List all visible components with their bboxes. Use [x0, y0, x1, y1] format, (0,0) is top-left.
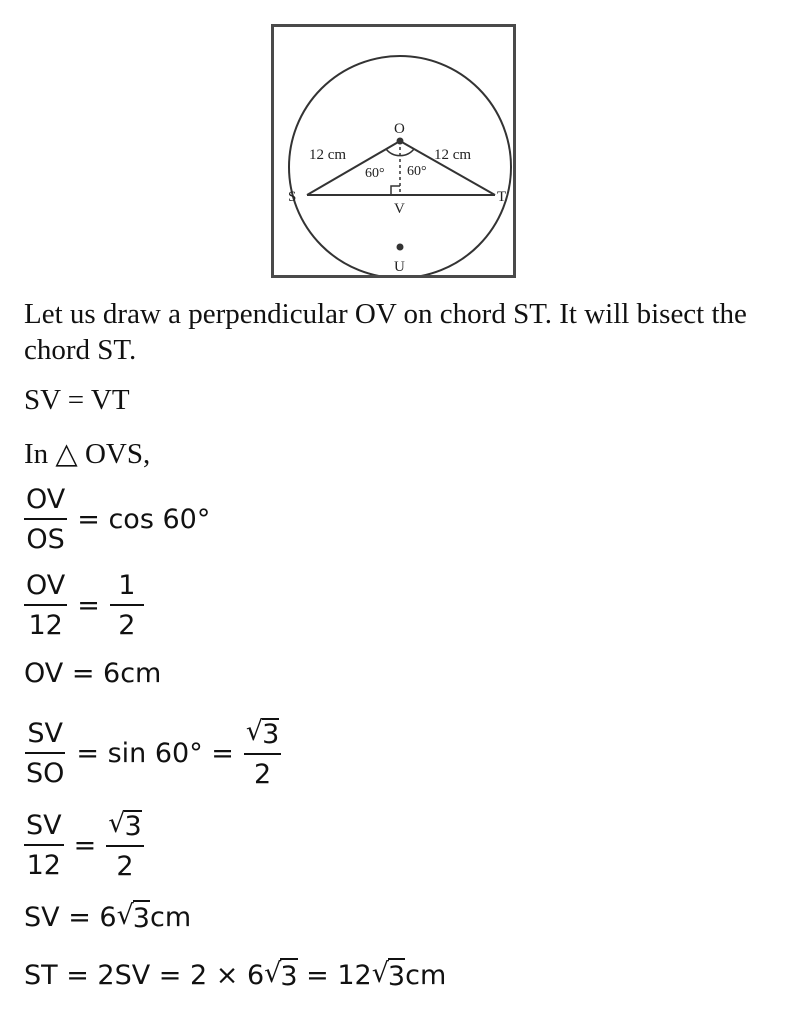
equation-sin: [24, 718, 281, 788]
equation-sv-12: [24, 810, 144, 880]
label-o: O: [394, 121, 405, 137]
sv-result: [24, 900, 191, 934]
denominator: OS: [26, 524, 65, 555]
fraction-sv-12: [24, 809, 64, 881]
fraction-sv-so: [24, 717, 66, 789]
numerator: SV: [24, 812, 64, 846]
radicand: 3: [133, 900, 150, 934]
rhs: = cos 60°: [77, 504, 211, 535]
st-middle: = 12: [297, 959, 372, 991]
label-ot-length: 12 cm: [434, 147, 472, 163]
radicand: 3: [280, 958, 297, 992]
numerator: SV: [25, 720, 65, 754]
label-angle-right: 60°: [407, 164, 427, 179]
radicand: 3: [388, 958, 405, 992]
equals-sign: =: [73, 829, 97, 861]
sv-unit: cm: [149, 901, 192, 933]
denominator: 2: [116, 851, 134, 882]
denominator: SO: [26, 757, 65, 789]
numerator: [106, 810, 143, 847]
numerator: 1: [110, 572, 144, 606]
denominator: 2: [254, 759, 272, 790]
intro-paragraph: Let us draw a perpendicular OV on chord ST. It will bisect the chord ST.: [24, 298, 747, 366]
st-result: [24, 958, 446, 992]
radicand: 3: [124, 811, 142, 842]
label-v: V: [394, 201, 405, 217]
label-s: S: [288, 189, 297, 205]
middle-expression: = sin 60° =: [76, 737, 234, 769]
radical: √ 3: [116, 900, 150, 934]
numerator: OV: [24, 486, 67, 520]
sv-prefix: SV = 6: [24, 901, 117, 933]
label-angle-left: 60°: [365, 166, 385, 181]
label-u: U: [394, 259, 405, 275]
circle-diagram: [274, 27, 513, 275]
radical: √ 3: [371, 958, 406, 992]
fraction-ov-12: [24, 572, 67, 639]
st-unit: cm: [405, 959, 447, 991]
fraction-ov-os: [24, 486, 67, 553]
ov-result: OV = 6cm: [24, 658, 162, 689]
fraction-one-half: [110, 572, 144, 639]
radical: √ 3: [245, 716, 280, 750]
fraction-root3-over-2: [244, 718, 281, 788]
radical: √ 3: [264, 958, 298, 992]
st-prefix: ST = 2SV = 2 × 6: [24, 959, 265, 991]
in-triangle-ovs: In △ OVS,: [24, 438, 151, 470]
equation-ov-half: [24, 572, 144, 639]
radicand: 3: [262, 719, 280, 750]
numerator: OV: [24, 572, 67, 606]
label-t: T: [497, 189, 507, 205]
circle-figure: [271, 24, 516, 278]
denominator: 2: [118, 610, 136, 641]
equals-sign: =: [77, 590, 100, 621]
numerator: [244, 718, 281, 755]
equation-cos: [24, 486, 220, 553]
right-angle-mark: [391, 186, 400, 195]
center-point-o: [397, 138, 404, 145]
denominator: 12: [28, 610, 63, 641]
sv-equals-vt: SV = VT: [24, 384, 130, 416]
label-os-length: 12 cm: [309, 147, 347, 163]
radical: √ 3: [108, 808, 142, 842]
fraction-root3-over-2: [106, 810, 143, 880]
point-u-dot: [397, 244, 404, 251]
denominator: 12: [26, 849, 61, 881]
